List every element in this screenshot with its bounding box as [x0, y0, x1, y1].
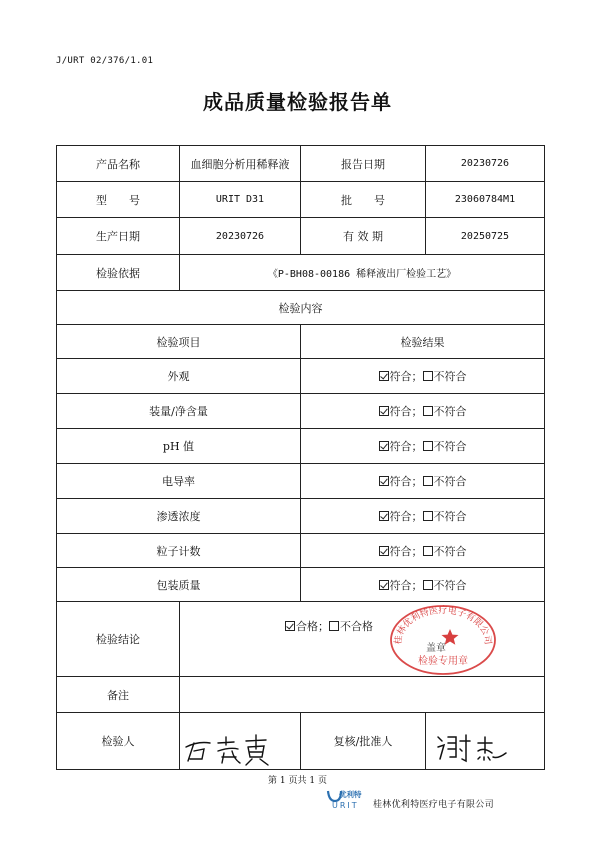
item-name: 粒子计数 — [57, 534, 301, 568]
model-value: URIT D31 — [180, 182, 301, 218]
pass-label: 符合； — [389, 544, 423, 558]
row-items-header — [57, 325, 545, 359]
qualified-label: 合格； — [296, 620, 329, 633]
production-date-value: 20230726 — [180, 218, 301, 255]
remarks-value — [180, 677, 545, 713]
fail-label: 不符合 — [433, 510, 467, 523]
item-name: 外观 — [57, 359, 301, 394]
table-row — [57, 394, 545, 429]
table-row — [57, 359, 545, 394]
remarks-label: 备注 — [57, 677, 180, 713]
item-result — [301, 499, 545, 534]
checkbox-fail[interactable] — [423, 441, 433, 451]
document-code: J/URT 02/376/1.01 — [56, 56, 154, 66]
item-name: 渗透浓度 — [57, 499, 301, 534]
checkbox-pass[interactable] — [379, 546, 389, 556]
table-row — [57, 534, 545, 568]
item-result — [301, 568, 545, 602]
item-result — [301, 429, 545, 464]
checkbox-unqualified[interactable] — [329, 621, 339, 631]
expiry-value: 20250725 — [426, 218, 545, 255]
pass-label: 符合； — [389, 370, 423, 383]
logo-en: URIT — [332, 801, 359, 810]
batch-value: 23060784M1 — [426, 182, 545, 218]
basis-value: 《P-BH08-00186 稀释液出厂检验工艺》 — [180, 255, 545, 291]
company-name: 桂林优利特医疗电子有限公司 — [373, 800, 494, 810]
table-row — [57, 464, 545, 499]
conclusion-label: 检验结论 — [57, 602, 180, 677]
reviewer-signature-image — [426, 713, 545, 769]
seal-line2: 检验专用章 — [418, 656, 468, 667]
table-row — [57, 429, 545, 464]
product-name-value: 血细胞分析用稀释液 — [180, 146, 301, 182]
pass-label: 符合； — [389, 510, 423, 523]
reviewer-signature — [426, 713, 545, 770]
fail-label: 不符合 — [433, 578, 467, 592]
basis-label: 检验依据 — [57, 255, 180, 291]
table-row — [57, 568, 545, 602]
logo-cn: 优利特 — [339, 790, 362, 799]
item-result — [301, 534, 545, 568]
checkbox-pass[interactable] — [379, 441, 389, 451]
table-row — [57, 499, 545, 534]
row-remarks — [57, 677, 545, 713]
pass-label: 符合； — [389, 405, 423, 418]
svg-text:桂林优利特医疗电子有限公司 — [392, 604, 494, 645]
fail-label: 不符合 — [433, 440, 467, 453]
item-name: 包装质量 — [57, 568, 301, 602]
fail-label: 不符合 — [433, 475, 467, 488]
conclusion-options — [285, 618, 373, 634]
report-title: 成品质量检验报告单 — [203, 90, 392, 114]
row-product-name — [57, 146, 545, 182]
inspection-seal-stamp — [388, 603, 498, 676]
checkbox-fail[interactable] — [423, 546, 433, 556]
item-result — [301, 394, 545, 429]
reviewer-label: 复核/批准人 — [301, 713, 426, 770]
row-signatures — [57, 713, 545, 770]
row-content-heading — [57, 291, 545, 325]
inspector-label: 检验人 — [57, 713, 180, 770]
urit-logo-icon — [326, 788, 368, 810]
product-name-label: 产品名称 — [57, 146, 180, 182]
result-column-header: 检验结果 — [301, 325, 545, 359]
report-date-value: 20230726 — [426, 146, 545, 182]
report-date-label: 报告日期 — [301, 146, 426, 182]
row-model — [57, 182, 545, 218]
row-basis — [57, 255, 545, 291]
fail-label: 不符合 — [433, 544, 467, 558]
inspector-signature-image — [180, 713, 301, 769]
unqualified-label: 不合格 — [340, 620, 373, 633]
checkbox-fail[interactable] — [423, 580, 433, 590]
pass-label: 符合； — [389, 475, 423, 488]
expiry-label: 有 效 期 — [301, 218, 426, 255]
model-label: 型 号 — [57, 182, 180, 218]
inspection-report-table — [56, 145, 545, 770]
checkbox-pass[interactable] — [379, 406, 389, 416]
item-result — [301, 464, 545, 499]
item-name: 电导率 — [57, 464, 301, 499]
seal-line1: 盖章 — [426, 643, 446, 654]
checkbox-pass[interactable] — [379, 476, 389, 486]
item-column-header: 检验项目 — [57, 325, 301, 359]
checkbox-pass[interactable] — [379, 511, 389, 521]
checkbox-fail[interactable] — [423, 371, 433, 381]
checkbox-fail[interactable] — [423, 406, 433, 416]
production-date-label: 生产日期 — [57, 218, 180, 255]
checkbox-qualified[interactable] — [285, 621, 295, 631]
item-name: pH 值 — [57, 429, 301, 464]
row-production-date — [57, 218, 545, 255]
checkbox-fail[interactable] — [423, 476, 433, 486]
item-name: 装量/净含量 — [57, 394, 301, 429]
page-number: 第 1 页共 1 页 — [268, 776, 327, 786]
inspector-signature — [180, 713, 301, 770]
fail-label: 不符合 — [433, 405, 467, 418]
content-heading: 检验内容 — [57, 291, 545, 325]
checkbox-fail[interactable] — [423, 511, 433, 521]
pass-label: 符合； — [389, 578, 423, 592]
checkbox-pass[interactable] — [379, 580, 389, 590]
row-conclusion — [57, 602, 545, 677]
pass-label: 符合； — [389, 440, 423, 453]
seal-arc-text: 桂林优利特医疗电子有限公司 — [393, 606, 493, 646]
item-result — [301, 359, 545, 394]
checkbox-pass[interactable] — [379, 371, 389, 381]
conclusion-value — [180, 602, 545, 677]
fail-label: 不符合 — [433, 370, 467, 383]
batch-label: 批 号 — [301, 182, 426, 218]
